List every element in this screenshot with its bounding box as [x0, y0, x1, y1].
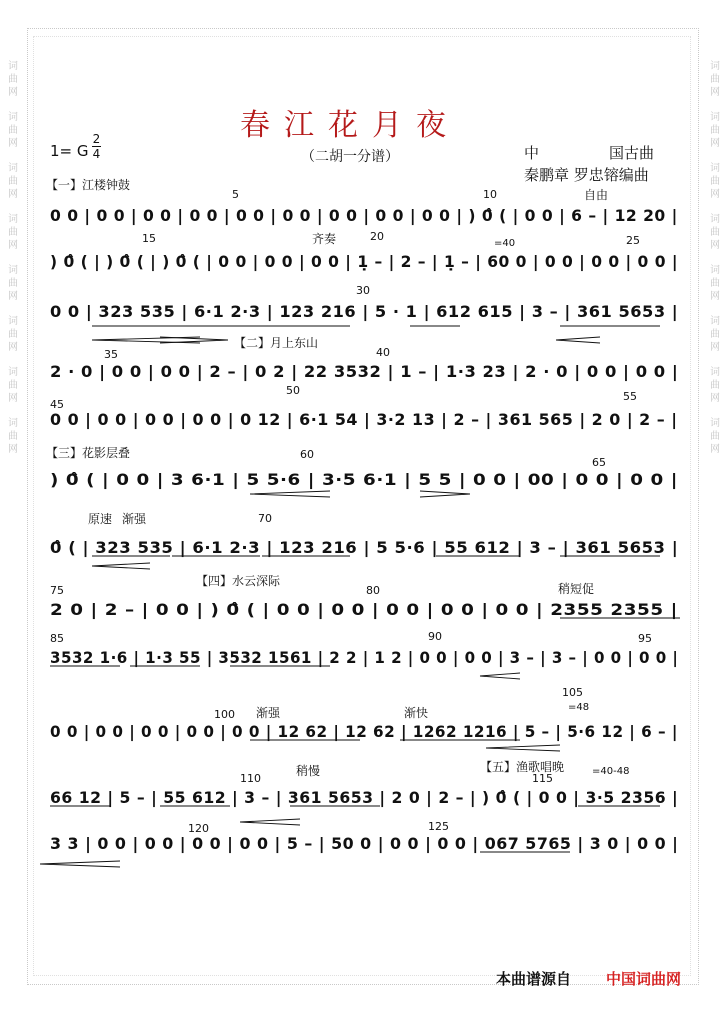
- watermark-char: 网: [8, 444, 18, 455]
- section-3: 【三】花影层叠: [46, 446, 131, 460]
- measure-number: 15: [142, 232, 156, 245]
- watermark-char: 词: [710, 61, 720, 72]
- mark-jianqiang-1: 渐强: [122, 512, 147, 526]
- watermark-char: 曲: [8, 431, 18, 442]
- watermark-char: 曲: [710, 227, 720, 238]
- measure-number: 60: [300, 448, 314, 461]
- measure-number: 100: [214, 708, 235, 721]
- origin-b: 国古曲: [609, 144, 655, 162]
- notation-row-text: 2 · 0 | 0 0 | 0 0 | 2 – | 0 2 | 22 3532 | 1 – | 1·3 23 | 2 · 0 | 0 0 | 0 0 |: [50, 362, 679, 381]
- watermark-char: 曲: [8, 176, 18, 187]
- mark-yuansu: 原速: [88, 512, 113, 526]
- hairpin: [250, 491, 330, 497]
- measure-number: 40: [376, 346, 390, 359]
- watermark-char: 词: [8, 214, 18, 225]
- measure-number: 75: [50, 584, 64, 597]
- mark-tempo-2: =48: [568, 702, 590, 713]
- measure-number: 70: [258, 512, 272, 525]
- watermark-char: 词: [710, 418, 720, 429]
- notation-row-text: 0 0 | 323 535 | 6·1 2·3 | 123 216 | 5 · 1 | 612 615 | 3 – | 361 5653 |: [50, 302, 679, 321]
- hairpin: [480, 673, 520, 679]
- watermark-char: 词: [710, 265, 720, 276]
- measure-number: 90: [428, 630, 442, 643]
- notation-row-text: 3532 1·6 | 1·3 55 | 3532 1561 | 2 2 | 1 2 | 0 0 | 0 0 | 3 – | 3 – | 0 0 | 0 0 |: [50, 648, 679, 667]
- hairpin: [486, 745, 560, 751]
- notation-row-text: 0̂ ( | 323 535 | 6·1 2·3 | 123 216 | 5 5·6 | 55 612 | 3 – | 361 5653 |: [50, 538, 679, 557]
- watermark-char: 网: [710, 444, 720, 455]
- time-bottom: 4: [92, 147, 101, 161]
- hairpin: [556, 337, 600, 343]
- notation-row-text: 3 3 | 0 0 | 0 0 | 0 0 | 0 0 | 5 – | 50 0 | 0 0 | 0 0 | 067 5765 | 3 0 | 0 0 |: [50, 834, 679, 853]
- watermark-char: 网: [710, 291, 720, 302]
- watermark-char: 词: [710, 316, 720, 327]
- measure-number: 110: [240, 772, 261, 785]
- watermark-char: 词: [8, 367, 18, 378]
- watermark-char: 词: [710, 112, 720, 123]
- section-1: 【一】江楼钟鼓: [46, 178, 131, 192]
- watermark-char: 曲: [710, 125, 720, 136]
- watermark-char: 网: [8, 240, 18, 251]
- mark-shaoduancu: 稍短促: [558, 582, 595, 596]
- watermark-char: 曲: [8, 125, 18, 136]
- watermark-char: 网: [710, 342, 720, 353]
- watermark-char: 曲: [710, 431, 720, 442]
- measure-number: 105: [562, 686, 583, 699]
- measure-number: 55: [623, 390, 637, 403]
- measure-number: 125: [428, 820, 449, 833]
- watermark-char: 网: [8, 189, 18, 200]
- notation-row-text: ) 0̂ ( | ) 0̂ ( | ) 0̂ ( | 0 0 | 0 0 | 0 0 | 1̣ – | 2 – | 1̣ – | 60 0 | 0 0 | 0 0 | 0 0 |: [50, 252, 679, 271]
- mark-qizou: 齐奏: [312, 232, 337, 246]
- watermark-char: 词: [8, 163, 18, 174]
- watermark-char: 曲: [710, 74, 720, 85]
- watermark-char: 词: [8, 316, 18, 327]
- section-4: 【四】水云深际: [196, 574, 281, 588]
- watermark-char: 词: [710, 367, 720, 378]
- hairpin: [160, 337, 228, 343]
- watermark-char: 网: [710, 189, 720, 200]
- measure-number: 45: [50, 398, 64, 411]
- measure-number: 30: [356, 284, 370, 297]
- watermark-char: 网: [710, 138, 720, 149]
- notation-row-text: 66 12 | 5 – | 55 612 | 3 – | 361 5653 | 2 0 | 2 – | ) 0̂ ( | 0 0 | 3·5 2356 |: [50, 788, 679, 807]
- notation-row-text: 0 0 | 0 0 | 0 0 | 0 0 | 0 0 | 0 0 | 0 0 | 0 0 | 0 0 | ) 0̂ ( | 0 0 | 6 – | 12 20 |: [50, 206, 678, 225]
- measure-number: 115: [532, 772, 553, 785]
- watermark-char: 曲: [8, 74, 18, 85]
- measure-number: 25: [626, 234, 640, 247]
- watermark-char: 曲: [710, 329, 720, 340]
- watermark-char: 网: [710, 393, 720, 404]
- key-signature: 1= G: [50, 142, 89, 160]
- watermark-char: 网: [710, 87, 720, 98]
- watermark-char: 曲: [710, 380, 720, 391]
- notation-row-text: 0 0 | 0 0 | 0 0 | 0 0 | 0 0 | 12 62 | 12 62 | 1262 1216 | 5 – | 5·6 12 | 6 – |: [50, 722, 678, 741]
- measure-number: 5: [232, 188, 239, 201]
- mark-jianqiang-2: 渐强: [256, 706, 281, 720]
- footer-source-label: 本曲谱源自: [496, 970, 572, 988]
- mark-ziyou: 自由: [584, 188, 609, 202]
- measure-number: 20: [370, 230, 384, 243]
- time-top: 2: [92, 132, 101, 146]
- hairpin: [420, 491, 470, 497]
- watermark-char: 词: [8, 112, 18, 123]
- section-2: 【二】月上东山: [234, 336, 319, 350]
- page-title: 春江花月夜: [240, 108, 460, 143]
- measure-number: 65: [592, 456, 606, 469]
- arranger: 秦鹏章 罗忠镕编曲: [524, 166, 649, 184]
- measure-number: 80: [366, 584, 380, 597]
- watermark-char: 曲: [710, 278, 720, 289]
- measure-number: 85: [50, 632, 64, 645]
- watermark-char: 网: [8, 342, 18, 353]
- notation-row-text: 0 0 | 0 0 | 0 0 | 0 0 | 0 12 | 6·1 54 | 3·2 13 | 2 – | 361 565 | 2 0 | 2 – |: [50, 410, 678, 429]
- hairpin: [92, 563, 150, 569]
- origin-a: 中: [524, 144, 540, 162]
- mark-jiankuai: 渐快: [404, 706, 429, 720]
- watermark-char: 网: [8, 138, 18, 149]
- measure-number: 35: [104, 348, 118, 361]
- watermark-char: 网: [8, 291, 18, 302]
- hairpin: [40, 861, 120, 867]
- watermark-char: 词: [710, 163, 720, 174]
- measure-number: 120: [188, 822, 209, 835]
- measure-number: 10: [483, 188, 497, 201]
- mark-tempo-3: =40-48: [592, 766, 630, 777]
- mark-tempo-1: =40: [494, 238, 516, 249]
- watermark-char: 词: [8, 418, 18, 429]
- measure-number: 95: [638, 632, 652, 645]
- watermark-char: 词: [8, 265, 18, 276]
- watermark-char: 网: [8, 87, 18, 98]
- watermark-char: 词: [710, 214, 720, 225]
- section-5: 【五】渔歌唱晚: [480, 760, 565, 774]
- watermark-char: 曲: [8, 380, 18, 391]
- watermark-char: 曲: [710, 176, 720, 187]
- measure-number: 50: [286, 384, 300, 397]
- watermark-char: 网: [8, 393, 18, 404]
- watermark-char: 网: [710, 240, 720, 251]
- notation-row-text: ) 0̂ ( | 0 0 | 3 6·1 | 5 5·6 | 3·5 6·1 | 5 5 | 0 0 | 00 | 0 0 | 0 0 |: [50, 470, 678, 489]
- notation-row-text: 2 0 | 2 – | 0 0 | ) 0̂ ( | 0 0 | 0 0 | 0 0 | 0 0 | 0 0 | 2355 2355 |: [50, 600, 678, 619]
- page-subtitle: （二胡一分谱）: [301, 149, 399, 165]
- mark-shaoman: 稍慢: [296, 764, 321, 778]
- watermark-char: 词: [8, 61, 18, 72]
- footer-site-name: 中国词曲网: [606, 970, 682, 988]
- watermark-char: 曲: [8, 278, 18, 289]
- watermark-char: 曲: [8, 329, 18, 340]
- hairpin: [240, 819, 300, 825]
- watermark-char: 曲: [8, 227, 18, 238]
